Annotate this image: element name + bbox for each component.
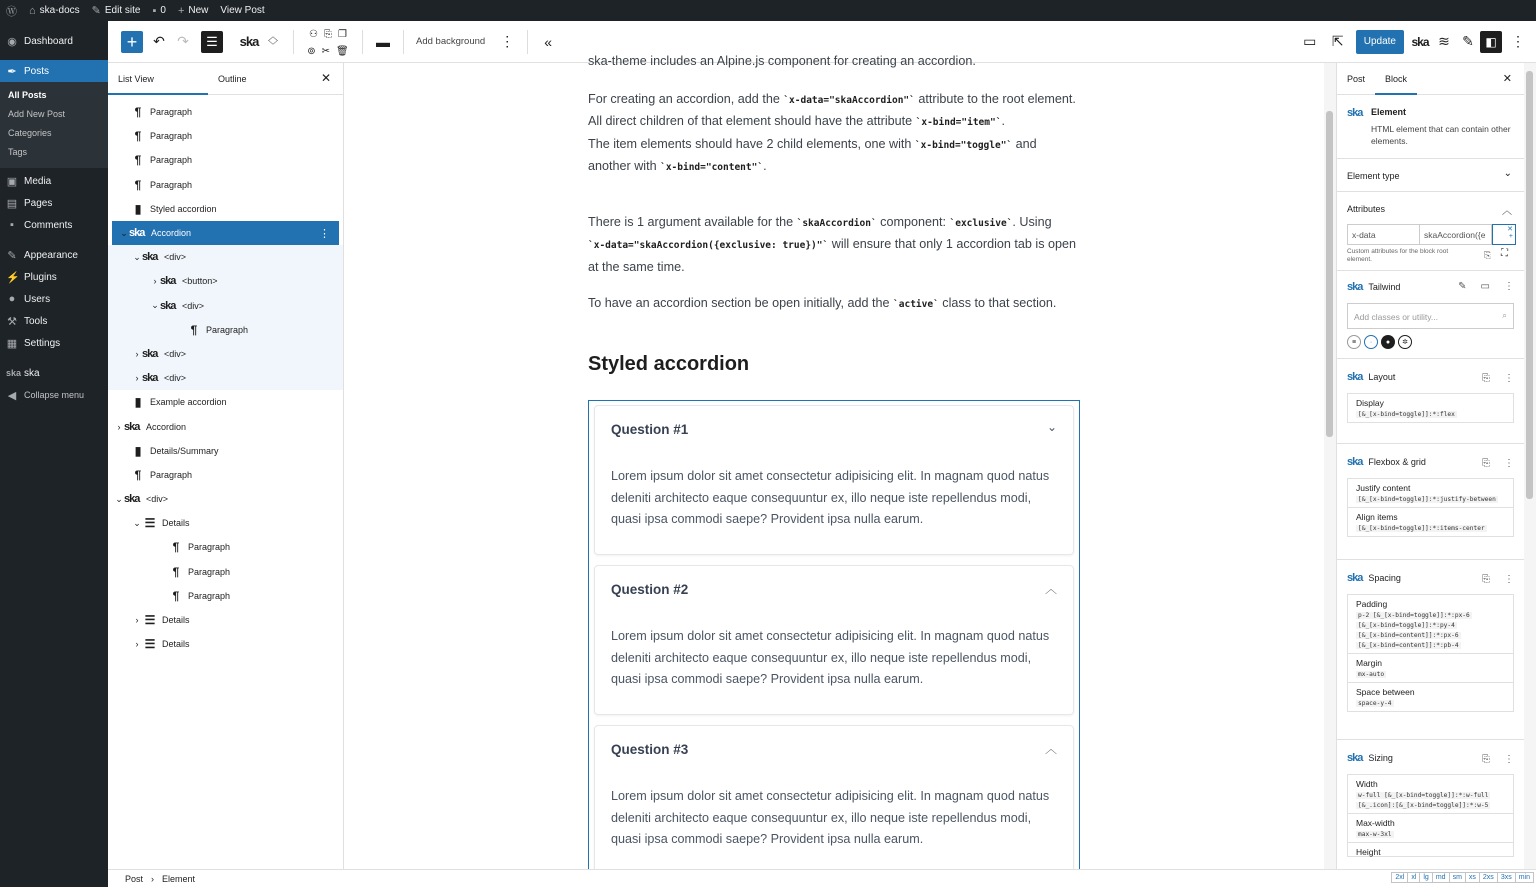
view-post-link[interactable]: View Post: [220, 5, 265, 16]
submenu-add-new-post[interactable]: Add New Post: [8, 109, 66, 119]
list-item[interactable]: ¶ Paragraph: [108, 173, 343, 197]
wrench-icon: ⚒: [7, 315, 17, 328]
max-width-property[interactable]: Max-width max-w-3xl: [1347, 814, 1514, 843]
question-title[interactable]: Question #1: [611, 422, 689, 437]
details-icon: ☰: [144, 613, 156, 628]
wave-plugin-button[interactable]: [1432, 28, 1456, 56]
attribute-value-input[interactable]: skaAccordion({e: [1419, 224, 1492, 245]
accordion-item[interactable]: [594, 725, 1074, 885]
ska-logo-icon: ska: [1347, 752, 1363, 764]
chevron-up-icon[interactable]: ︿: [1502, 206, 1512, 217]
breakpoint-md[interactable]: md: [1432, 872, 1450, 883]
edit-site-link[interactable]: ✎ Edit site: [91, 5, 141, 17]
list-item[interactable]: ⌄ ska <div>: [108, 294, 343, 318]
breakpoint-2xl[interactable]: 2xl: [1391, 872, 1408, 883]
comments-link[interactable]: ▪ 0: [152, 4, 166, 17]
duplicate-icon[interactable]: ❐: [338, 28, 347, 40]
bookmark-icon: ▮: [134, 443, 142, 458]
ska-logo-icon: ska: [160, 299, 176, 312]
eye-icon[interactable]: ●: [1381, 335, 1395, 349]
add-background-button[interactable]: Add background: [416, 36, 486, 47]
plug-icon: ⚡: [6, 271, 20, 284]
copy-icon[interactable]: ⎘: [1484, 250, 1492, 260]
attribute-actions[interactable]: ✕ +: [1492, 224, 1516, 245]
tailwind-panel: ska Tailwind ✎ ▭ ⋮ Add classes or utility... ⌕ ≡ · ● ✲: [1337, 271, 1524, 359]
chevron-down-icon[interactable]: ⌄: [151, 300, 159, 311]
ska-logo-icon: ska: [124, 493, 140, 506]
bookmark-icon: ▮: [134, 201, 142, 216]
list-item[interactable]: ¶ Paragraph: [108, 560, 343, 584]
block-options-button[interactable]: [495, 28, 519, 56]
spacing-panel: ska Spacing ⎘ ⋮ Padding p-2 [&_[x-bind=toggle]]:*:px-6 [&_[x-bind=toggle]]:*:py-4 [&_[x-bind=content]]:*:px-6 [&_[x-bind=content]]:*:pb-4 Margin mx-auto Space between space-y-4: [1337, 562, 1524, 740]
group-icon[interactable]: ⚇: [309, 28, 318, 40]
align-items-property[interactable]: Align items [&_[x-bind=toggle]]:*:items-center: [1347, 508, 1514, 537]
list-view-icon: ☰: [206, 33, 218, 49]
list-item[interactable]: ⌄ ☰ Details: [133, 516, 190, 531]
ska-logo-icon: ska: [142, 251, 158, 264]
paragraph-icon: ¶: [172, 540, 180, 555]
editor-canvas[interactable]: [344, 54, 1324, 869]
answer-text: Lorem ipsum dolor sit amet consectetur adipisicing elit. In magnam quod natus deleniti architecto eaque consequuntur ex, illo neque iste repellendus modi, quasi ipsa commodi saepe? Provident ipsa nulla earum.: [611, 469, 1050, 526]
copy-icon[interactable]: ⎘: [1482, 458, 1490, 469]
tab-outline[interactable]: Outline: [218, 73, 247, 84]
paragraph-icon: ¶: [190, 322, 198, 337]
submenu-tags[interactable]: Tags: [8, 147, 28, 157]
ska-logo-icon: ska: [1347, 107, 1363, 119]
block-type-logo[interactable]: ska: [239, 34, 259, 49]
posts-submenu: [0, 82, 108, 168]
paragraph-icon: ¶: [134, 105, 142, 120]
sidebar-toggle-icon: ◧: [1485, 34, 1497, 49]
more-vertical-icon[interactable]: ⋮: [319, 227, 330, 240]
ska-logo-icon: ska: [6, 368, 22, 378]
breadcrumb-element[interactable]: Element: [162, 873, 196, 884]
more-vertical-icon: ⋮: [1511, 33, 1525, 49]
menu-dashboard[interactable]: ◉ Dashboard: [7, 35, 73, 48]
list-item[interactable]: ⌄ ska <div>: [108, 245, 343, 269]
list-item[interactable]: ¶ Paragraph: [108, 148, 343, 172]
undo-icon: ↶: [153, 33, 165, 49]
space-between-property[interactable]: Space between space-y-4: [1347, 683, 1514, 712]
desktop-icon: ▭: [1303, 33, 1317, 49]
canvas-scrollbar[interactable]: [1324, 63, 1336, 869]
paragraph-icon: ¶: [134, 129, 142, 144]
double-chevron-left-icon: «: [544, 33, 553, 50]
menu-comments[interactable]: ▪ Comments: [0, 214, 108, 236]
list-item[interactable]: ¶ Paragraph: [108, 463, 343, 487]
page-icon: ▤: [6, 197, 18, 210]
answer-text: Lorem ipsum dolor sit amet consectetur adipisicing elit. In magnam quod natus deleniti architecto eaque consequuntur ex, illo neque iste repellendus modi, quasi ipsa commodi saepe? Provident ipsa nulla earum.: [611, 629, 1050, 686]
paragraph-icon: ¶: [134, 177, 142, 192]
more-vertical-icon[interactable]: ⋮: [1504, 458, 1514, 469]
ska-logo-icon: ska: [1347, 281, 1363, 293]
padding-property[interactable]: Padding p-2 [&_[x-bind=toggle]]:*:px-6 [&_[x-bind=toggle]]:*:py-4 [&_[x-bind=content]]:*:px-6 [&_[x-bind=content]]:*:pb-4: [1347, 594, 1514, 654]
chevron-right-icon[interactable]: ›: [135, 639, 139, 650]
breakpoint-sm[interactable]: sm: [1449, 872, 1466, 883]
list-item[interactable]: › ska <div>: [108, 342, 343, 366]
list-item[interactable]: ¶ Paragraph: [108, 124, 343, 148]
list-item[interactable]: ▮ Styled accordion: [108, 197, 343, 221]
chevron-right-icon: ›: [151, 873, 155, 884]
ska-logo-icon: ska: [1347, 371, 1363, 383]
wordpress-icon: Ⓦ: [6, 5, 17, 18]
paragraph[interactable]: ska-theme includes an Alpine.js component for creating an accordion.: [588, 54, 976, 68]
select-icon[interactable]: ⊚: [307, 45, 316, 57]
align-full-icon: ▬: [376, 33, 390, 50]
chevron-down-icon: ﹀: [268, 40, 278, 52]
block-card: ska Element HTML element that can contain other elements.: [1337, 95, 1524, 159]
list-item[interactable]: ⌄ ska <div>: [115, 493, 169, 506]
ska-logo-icon: ska: [129, 227, 145, 240]
settings-button[interactable]: [1480, 31, 1502, 53]
search-icon: ⌕: [1502, 310, 1507, 320]
accordion-block[interactable]: [588, 400, 1080, 875]
breakpoint-lg[interactable]: lg: [1419, 872, 1432, 883]
chevron-down-icon[interactable]: ⌄: [1046, 420, 1057, 434]
paragraph-icon: ¶: [172, 588, 180, 603]
more-vertical-icon[interactable]: ⋮: [1504, 754, 1514, 765]
copy-icon[interactable]: ⎘: [1482, 574, 1490, 585]
copy-icon[interactable]: ⎘: [1482, 754, 1490, 765]
block-breadcrumb: [108, 869, 1536, 887]
breakpoint-xs[interactable]: xs: [1465, 872, 1480, 883]
breakpoint-min[interactable]: min: [1515, 872, 1534, 883]
collapse-toolbar-button[interactable]: [536, 28, 560, 56]
list-item[interactable]: ▮ Example accordion: [108, 390, 343, 414]
chevron-up-icon[interactable]: ︿: [1044, 742, 1057, 756]
paragraph-icon: ¶: [134, 153, 142, 168]
paragraph[interactable]: To have an accordion section be open initially, add the `active` class to that section.: [588, 296, 1057, 310]
breadcrumb-post[interactable]: Post: [125, 873, 144, 884]
copy-icon[interactable]: ⎘: [1482, 373, 1490, 384]
paragraph[interactable]: For creating an accordion, add the `x-data="skaAccordion"` attribute to the root element. All direct children of that element should have the attribute `x-bind="item"`. The item elements should have 2 child elements, one with `x-bind="toggle"` and another with `x-bind="content"`.: [588, 92, 1076, 174]
margin-property[interactable]: Margin mx-auto: [1347, 654, 1514, 683]
external-link-icon: ⇱: [1331, 33, 1344, 49]
ska-logo-icon: ska: [160, 275, 176, 288]
trash-icon[interactable]: 🗑: [336, 45, 349, 57]
options-button[interactable]: [1506, 28, 1530, 56]
ska-logo-icon: ska: [142, 347, 158, 360]
document-overview-button[interactable]: [201, 31, 223, 53]
chevron-down-icon[interactable]: ⌄: [133, 517, 141, 528]
list-item[interactable]: › ska <div>: [108, 366, 343, 390]
block-actions: [302, 29, 354, 55]
cut-icon[interactable]: ✂: [321, 45, 331, 57]
folder-icon[interactable]: ▭: [1480, 281, 1490, 292]
paragraph-icon: ¶: [172, 564, 180, 579]
chevron-right-icon[interactable]: ›: [135, 615, 139, 626]
chevron-down-icon[interactable]: ⌄: [133, 251, 141, 262]
tab-list-view[interactable]: List View: [108, 63, 208, 95]
update-button[interactable]: Update: [1356, 30, 1404, 54]
details-icon: ☰: [144, 637, 156, 652]
details-icon: ☰: [144, 516, 156, 531]
close-icon[interactable]: ✕: [1502, 73, 1512, 85]
display-property[interactable]: Display [&_[x-bind=toggle]]:*:flex: [1347, 393, 1514, 423]
submenu-all-posts[interactable]: All Posts: [8, 90, 47, 100]
chevron-down-icon: ⌄: [1503, 168, 1512, 179]
styles-button[interactable]: [1456, 28, 1480, 56]
justify-content-property[interactable]: Justify content [&_[x-bind=toggle]]:*:justify-between: [1347, 478, 1514, 508]
ska-plugin-button[interactable]: [1408, 28, 1432, 56]
admin-menu: [0, 21, 108, 887]
question-title[interactable]: Question #2: [611, 582, 689, 597]
list-item[interactable]: ¶ Paragraph: [108, 535, 343, 559]
collapse-menu-button[interactable]: ◀ Collapse menu: [7, 389, 85, 402]
menu-settings[interactable]: ▦ Settings: [6, 337, 61, 350]
new-link[interactable]: + New: [177, 4, 209, 17]
more-vertical-icon[interactable]: ⋮: [1504, 281, 1514, 292]
tailwind-mode-toggles: [1347, 335, 1514, 349]
brush-icon: ✎: [91, 5, 101, 17]
add-block-button[interactable]: +: [121, 31, 143, 53]
menu-pages[interactable]: ▤ Pages: [6, 197, 53, 210]
redo-icon: ↷: [177, 33, 189, 49]
fullscreen-icon[interactable]: ⛶: [1501, 248, 1508, 259]
settings-icon: ▦: [6, 337, 18, 350]
chevron-up-icon[interactable]: ︿: [1044, 582, 1057, 596]
height-property[interactable]: Height: [1347, 843, 1514, 857]
ska-logo-icon: ska: [1347, 456, 1363, 468]
attributes-panel: Attributes ︿ x-data skaAccordion({e ✕ + Custom attributes for the block root element. ⎘ ⛶: [1337, 192, 1524, 271]
bookmark-icon: ▮: [134, 395, 142, 410]
user-icon: ●: [8, 293, 16, 305]
move-block-buttons[interactable]: [261, 28, 285, 56]
attribute-key-input[interactable]: x-data: [1347, 224, 1420, 245]
menu-appearance[interactable]: ✎ Appearance: [7, 249, 78, 262]
answer-text: Lorem ipsum dolor sit amet consectetur adipisicing elit. In magnam quod natus deleniti architecto eaque consequuntur ex, illo neque iste repellendus modi, quasi ipsa commodi saepe? Provident ipsa nulla earum.: [611, 789, 1050, 846]
menu-ska[interactable]: ska ska: [6, 367, 40, 379]
ska-logo-icon: ska: [124, 420, 140, 433]
heading[interactable]: Styled accordion: [588, 353, 750, 375]
more-vertical-icon[interactable]: ⋮: [1504, 574, 1514, 585]
pen-icon[interactable]: ✎: [1458, 281, 1467, 292]
menu-media[interactable]: ▣ Media: [6, 175, 52, 188]
pen-icon: ✎: [1462, 33, 1474, 49]
chevron-down-icon[interactable]: ⌄: [115, 493, 123, 504]
submenu-categories[interactable]: Categories: [8, 128, 52, 138]
block-inspector: [1336, 63, 1524, 869]
ska-logo-icon: ska: [1411, 34, 1429, 49]
ska-logo-icon: ska: [1347, 572, 1363, 584]
chevron-up-icon: ︿: [268, 31, 278, 43]
wordpress-logo[interactable]: [0, 0, 23, 21]
paragraph-icon: ¶: [134, 467, 142, 482]
list-item-selected[interactable]: ⌄ ska Accordion ⋮: [112, 221, 339, 245]
comment-icon: ▪: [10, 219, 14, 231]
redo-button[interactable]: [171, 28, 195, 56]
chevron-right-icon[interactable]: ›: [135, 373, 139, 384]
gear-icon[interactable]: ✲: [1398, 335, 1412, 349]
width-property[interactable]: Width w-full [&_[x-bind=toggle]]:*:w-full [&_.icon]:[&_[x-bind=toggle]]:*:w-5: [1347, 774, 1514, 814]
comment-icon: ▪: [152, 4, 157, 17]
preview-button[interactable]: [1298, 28, 1322, 56]
list-item[interactable]: ¶ Paragraph: [108, 318, 343, 342]
dot-mode-icon[interactable]: ·: [1364, 335, 1378, 349]
close-icon[interactable]: ✕: [320, 71, 331, 85]
breakpoint-switcher: [1392, 872, 1534, 883]
media-icon: ▣: [6, 175, 18, 188]
breakpoint-2xs[interactable]: 2xs: [1479, 872, 1498, 883]
accordion-item[interactable]: [594, 405, 1074, 555]
list-item[interactable]: › ska Accordion: [108, 414, 343, 438]
tab-post[interactable]: Post: [1347, 73, 1366, 84]
menu-plugins[interactable]: ⚡ Plugins: [6, 271, 57, 284]
block-tree: [108, 95, 343, 656]
breakpoint-3xs[interactable]: 3xs: [1497, 872, 1516, 883]
copy-icon[interactable]: ⎘: [324, 28, 332, 40]
view-post-button[interactable]: [1326, 28, 1350, 56]
admin-bar: [0, 0, 1536, 21]
element-type-panel[interactable]: Element type ⌄: [1337, 159, 1524, 192]
pin-icon: ✒: [7, 65, 17, 78]
chevron-right-icon[interactable]: ›: [153, 276, 157, 287]
breakpoint-xl[interactable]: xl: [1407, 872, 1420, 883]
sizing-panel: ska Sizing ⎘ ⋮ Width w-full [&_[x-bind=toggle]]:*:w-full [&_.icon]:[&_[x-bind=toggle]]:*:w-5 Max-width max-w-3xl Height: [1347, 752, 1514, 857]
tab-block[interactable]: Block: [1375, 63, 1417, 95]
ska-logo-icon: ska: [142, 372, 158, 385]
home-icon: ⌂: [29, 4, 36, 17]
accordion-item[interactable]: [594, 565, 1074, 715]
dashboard-icon: ◉: [7, 35, 17, 48]
flexbox-panel: ska Flexbox & grid ⎘ ⋮ Justify content [&_[x-bind=toggle]]:*:justify-between Align items [&_[x-bind=toggle]]:*:items-center: [1337, 446, 1524, 560]
menu-users[interactable]: ● Users: [0, 288, 108, 310]
plus-icon: +: [177, 4, 185, 17]
list-item[interactable]: ¶ Paragraph: [108, 100, 343, 124]
layout-panel: ska Layout ⎘ ⋮ Display [&_[x-bind=toggle]]:*:flex: [1337, 361, 1524, 444]
menu-posts[interactable]: ✒ Posts: [0, 60, 108, 82]
chevron-right-icon[interactable]: ›: [117, 421, 121, 432]
css-mode-icon[interactable]: ≡: [1347, 335, 1361, 349]
brush-icon: ✎: [7, 249, 17, 262]
question-title[interactable]: Question #3: [611, 742, 689, 757]
more-vertical-icon[interactable]: ⋮: [1504, 373, 1514, 384]
tailwind-class-input[interactable]: Add classes or utility... ⌕: [1347, 303, 1514, 329]
collapse-icon: ◀: [7, 389, 17, 402]
list-item[interactable]: › ☰ Details: [108, 608, 343, 632]
list-view-panel: [108, 63, 344, 869]
list-item[interactable]: › ska <button>: [108, 269, 343, 293]
wave-icon: ≋: [1438, 33, 1450, 49]
site-name-link[interactable]: ⌂ ska-docs: [29, 4, 80, 17]
chevron-down-icon[interactable]: ⌄: [120, 227, 128, 238]
undo-button[interactable]: [147, 28, 171, 56]
paragraph[interactable]: There is 1 argument available for the `skaAccordion` component: `exclusive`. Using `x-data="skaAccordion({exclusive: true})"` will ensure that only 1 accordion tab is open at the same time.: [588, 215, 1077, 274]
list-item[interactable]: ¶ Paragraph: [108, 584, 343, 608]
inspector-scrollbar[interactable]: [1524, 63, 1536, 869]
menu-tools[interactable]: ⚒ Tools: [7, 315, 48, 328]
chevron-right-icon[interactable]: ›: [135, 348, 139, 359]
align-button[interactable]: [371, 28, 395, 56]
list-item[interactable]: ▮ Details/Summary: [108, 439, 343, 463]
more-vertical-icon: ⋮: [500, 33, 515, 49]
list-item[interactable]: › ☰ Details: [108, 632, 343, 656]
